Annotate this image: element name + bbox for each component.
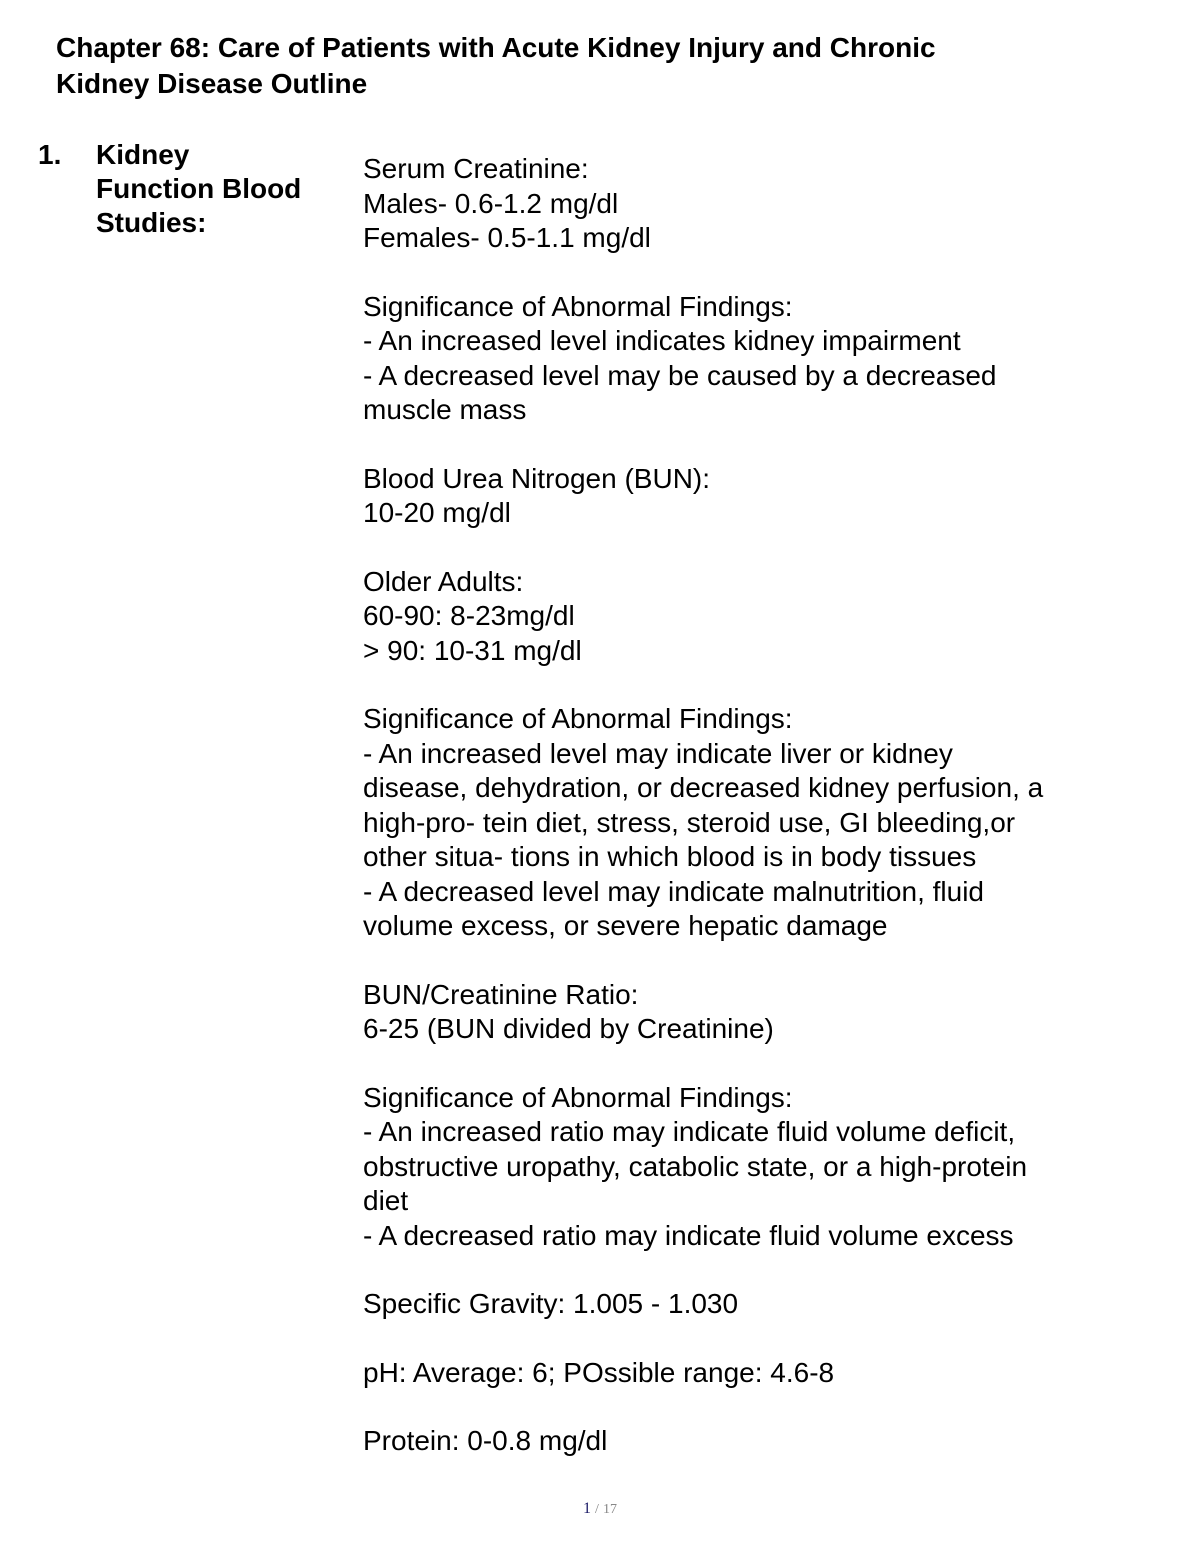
outline-item-content (363, 152, 1163, 1493)
title-line: Chapter 68: Care of Patients with Acute Kidney Injury and Chronic (56, 32, 936, 63)
text-line: 6-25 (BUN divided by Creatinine) (363, 1013, 774, 1044)
text-line: - A decreased ratio may indicate fluid volume excess (363, 1219, 1014, 1251)
page-indicator (0, 1500, 1200, 1518)
outline-item-number: 1. (38, 139, 62, 170)
page-separator: / (595, 1502, 599, 1517)
text-line: - An increased ratio may indicate fluid volume deficit, (363, 1116, 1016, 1147)
heading-line: Function Blood (96, 173, 302, 204)
text-line: Significance of Abnormal Findings: (363, 1081, 793, 1113)
text-line: Females- 0.5-1.1 mg/dl (363, 222, 651, 253)
text-line: muscle mass (363, 394, 527, 425)
text-block (363, 702, 1163, 944)
page-current: 1 (583, 1500, 592, 1517)
text-line: Older Adults: (363, 565, 524, 597)
document-title (56, 30, 1156, 102)
outline-item-heading (96, 138, 336, 240)
text-line: Protein: 0-0.8 mg/dl (363, 1425, 608, 1456)
text-block (363, 1356, 1163, 1391)
text-block (363, 1287, 1163, 1322)
text-line: - A decreased level may be caused by a decreased (363, 359, 997, 391)
page-total: 17 (602, 1502, 617, 1517)
text-line: Serum Creatinine: (363, 153, 589, 184)
text-line: pH: Average: 6; POssible range: 4.6-8 (363, 1356, 835, 1388)
text-block (363, 462, 1163, 531)
text-line: high-pro- tein diet, stress, steroid use, GI bleeding,or (363, 806, 1016, 838)
text-block (363, 1424, 1163, 1459)
text-block (363, 978, 1163, 1047)
text-block (363, 565, 1163, 669)
text-block (363, 290, 1163, 428)
text-line: obstructive uropathy, catabolic state, or a high-protein (363, 1150, 1028, 1182)
text-line: Specific Gravity: 1.005 - 1.030 (363, 1288, 739, 1319)
text-line: 60-90: 8-23mg/dl (363, 600, 575, 631)
text-line: diet (363, 1185, 409, 1216)
title-line: Kidney Disease Outline (56, 68, 368, 99)
text-line: - An increased level indicates kidney impairment (363, 325, 961, 356)
text-line: Males- 0.6-1.2 mg/dl (363, 187, 619, 219)
text-line: Significance of Abnormal Findings: (363, 703, 793, 734)
text-block (363, 1081, 1163, 1254)
text-line: > 90: 10-31 mg/dl (363, 634, 582, 666)
text-line: 10-20 mg/dl (363, 497, 511, 528)
heading-line: Kidney (96, 139, 190, 170)
text-line: volume excess, or severe hepatic damage (363, 910, 888, 941)
text-line: - An increased level may indicate liver or kidney (363, 737, 953, 769)
text-line: Significance of Abnormal Findings: (363, 290, 793, 322)
heading-line: Studies: (96, 207, 207, 238)
text-block (363, 152, 1163, 256)
text-line: Blood Urea Nitrogen (BUN): (363, 462, 711, 494)
text-line: - A decreased level may indicate malnutrition, fluid (363, 875, 984, 907)
text-line: other situa- tions in which blood is in body tissues (363, 841, 977, 872)
text-line: disease, dehydration, or decreased kidney perfusion, a (363, 772, 1044, 803)
text-line: BUN/Creatinine Ratio: (363, 978, 639, 1010)
